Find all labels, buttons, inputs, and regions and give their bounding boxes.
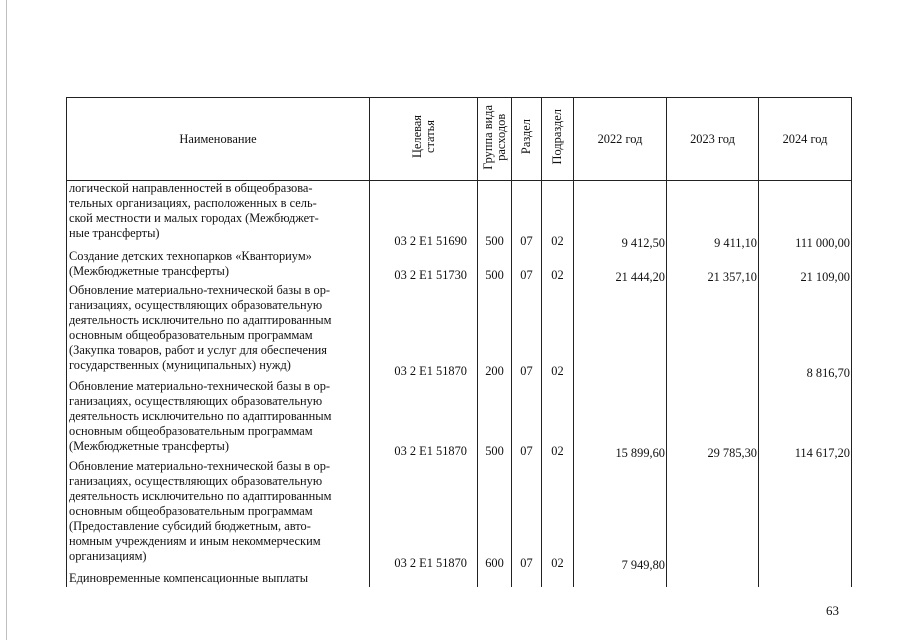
header-2023: 2023 год (667, 98, 759, 181)
header-group: Группа вида расходов (480, 104, 508, 170)
table-header-row (67, 98, 852, 181)
row-subsection: 02 (542, 181, 574, 249)
row-2022: 15 899,60 (615, 445, 665, 460)
row-2024-cell (759, 283, 852, 379)
row-2022: 7 949,80 (621, 557, 665, 572)
row-2022-cell (574, 571, 667, 587)
row-subsection (542, 571, 574, 587)
table-row (67, 283, 852, 379)
row-target: 03 2 Е1 51730 (370, 249, 478, 283)
row-section: 07 (512, 379, 542, 459)
header-subsection-cell (542, 98, 574, 181)
row-target: 03 2 Е1 51690 (370, 181, 478, 249)
header-2022: 2022 год (574, 98, 667, 181)
row-2024-cell (759, 459, 852, 571)
row-2022-cell (574, 283, 667, 379)
header-name: Наименование (67, 98, 370, 181)
header-subsection: Подраздел (550, 109, 564, 165)
row-2024: 21 109,00 (800, 269, 850, 284)
row-2024: 111 000,00 (795, 235, 850, 250)
row-2022: 21 444,20 (615, 269, 665, 284)
row-2022: 9 412,50 (621, 235, 665, 250)
header-2024: 2024 год (759, 98, 852, 181)
table-row (67, 249, 852, 283)
row-name: Создание детских технопарков «Кванториум» (Межбюджетные трансферты) (69, 248, 312, 278)
row-group: 500 (478, 379, 512, 459)
row-2022-cell (574, 379, 667, 459)
row-name-cell (67, 459, 370, 571)
row-2023-cell (667, 283, 759, 379)
row-2024-cell (759, 379, 852, 459)
row-section: 07 (512, 181, 542, 249)
row-2023-cell (667, 181, 759, 249)
budget-table (66, 97, 852, 587)
row-2022-cell (574, 459, 667, 571)
row-2022-cell (574, 249, 667, 283)
row-section: 07 (512, 283, 542, 379)
row-2024: 114 617,20 (794, 445, 850, 460)
row-target: 03 2 Е1 51870 (370, 283, 478, 379)
header-target: Целевая статья (409, 115, 437, 159)
table-row (67, 459, 852, 571)
row-group: 200 (478, 283, 512, 379)
row-2023-cell (667, 459, 759, 571)
row-name: Обновление материально-технической базы в ор- ганизациях, осуществляющих образовательную деятельность исключительно по адаптированным основным общеобразовательным программам (Закупка товаров, работ и услуг для обеспечения государственных (муниципальных) нужд) (69, 282, 332, 372)
row-2023: 29 785,30 (707, 445, 757, 460)
row-name-cell (67, 379, 370, 459)
header-section-cell (512, 98, 542, 181)
row-2023: 9 411,10 (714, 235, 757, 250)
header-target-cell (370, 98, 478, 181)
row-section: 07 (512, 459, 542, 571)
row-name: логической направленностей в общеобразова- тельных организациях, расположенных в сель- ской местности и малых городах (Межбюджет- ные трансферты) (69, 181, 319, 240)
row-target: 03 2 Е1 51870 (370, 379, 478, 459)
row-section: 07 (512, 249, 542, 283)
row-2022-cell (574, 181, 667, 249)
row-2024: 8 816,70 (806, 365, 850, 380)
row-group: 500 (478, 249, 512, 283)
row-subsection: 02 (542, 283, 574, 379)
header-section: Раздел (519, 119, 533, 155)
row-subsection: 02 (542, 459, 574, 571)
row-name: Единовременные компенсационные выплаты (69, 570, 309, 585)
row-2023-cell (667, 571, 759, 587)
row-2024-cell (759, 571, 852, 587)
table-row (67, 379, 852, 459)
row-group: 600 (478, 459, 512, 571)
table-row (67, 181, 852, 249)
row-name: Обновление материально-технической базы в ор- ганизациях, осуществляющих образовательную деятельность исключительно по адаптированным основным общеобразовательным программам (Предоставление субсидий бюджетным, авто- номным учреждениям и иным некоммерческим организациям) (69, 458, 332, 563)
row-section (512, 571, 542, 587)
row-group (478, 571, 512, 587)
table-row (67, 571, 852, 587)
row-name-cell (67, 249, 370, 283)
row-name: Обновление материально-технической базы в ор- ганизациях, осуществляющих образовательную деятельность исключительно по адаптированным основным общеобразовательным программам (Межбюджетные трансферты) (69, 378, 332, 453)
header-group-cell (478, 98, 512, 181)
row-subsection: 02 (542, 249, 574, 283)
row-target (370, 571, 478, 587)
row-name-cell (67, 283, 370, 379)
row-name-cell (67, 181, 370, 249)
page-edge-line (6, 0, 7, 640)
row-2023-cell (667, 249, 759, 283)
row-name-cell (67, 571, 370, 587)
row-target: 03 2 Е1 51870 (370, 459, 478, 571)
row-subsection: 02 (542, 379, 574, 459)
row-2024-cell (759, 249, 852, 283)
row-2023-cell (667, 379, 759, 459)
page-number: 63 (826, 603, 839, 618)
row-2024-cell (759, 181, 852, 249)
row-2023: 21 357,10 (707, 269, 757, 284)
row-group: 500 (478, 181, 512, 249)
